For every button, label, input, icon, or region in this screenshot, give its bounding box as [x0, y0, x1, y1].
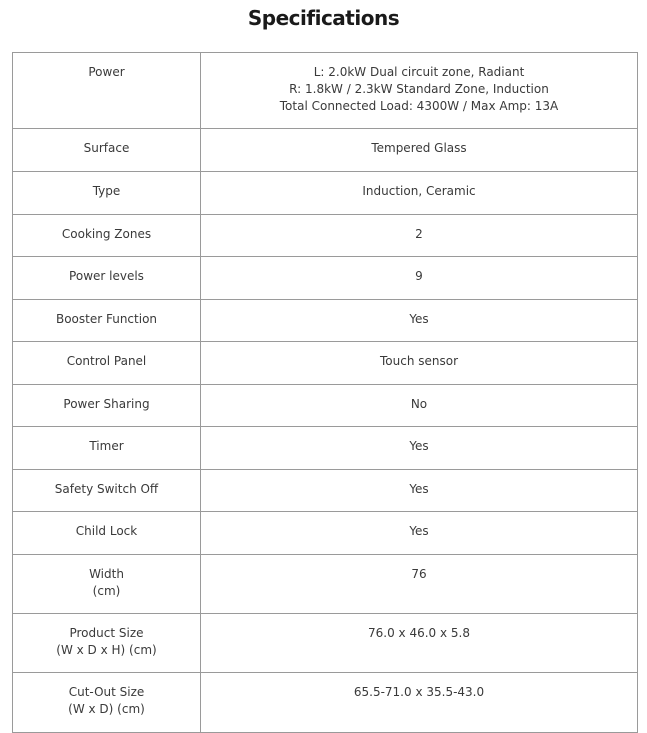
spec-value-cell: [201, 300, 638, 342]
spec-value: L: 2.0kW Dual circuit zone, Radiant: [313, 65, 525, 79]
spec-label-cell: [13, 385, 201, 427]
spec-row: [13, 614, 638, 673]
spec-label: Cooking Zones: [61, 227, 152, 241]
spec-label-cell: [13, 53, 201, 129]
spec-row: [13, 512, 638, 555]
spec-value-cell: [201, 470, 638, 512]
spec-label-cell: [13, 172, 201, 215]
spec-value: 9: [415, 269, 423, 283]
spec-label: Safety Switch Off: [54, 482, 159, 496]
page-title: Specifications: [247, 6, 400, 30]
spec-value-cell: [201, 172, 638, 215]
spec-value: Yes: [409, 524, 429, 538]
spec-row: [13, 673, 638, 733]
spec-label: (W x D) (cm): [68, 702, 145, 716]
spec-value-cell: [201, 385, 638, 427]
spec-label-cell: [13, 300, 201, 342]
spec-label-cell: [13, 129, 201, 172]
spec-value-cell: [201, 342, 638, 385]
spec-label: Control Panel: [66, 354, 147, 368]
spec-value: Touch sensor: [379, 354, 459, 368]
spec-value-cell: [201, 555, 638, 614]
spec-label-cell: [13, 673, 201, 733]
spec-row: [13, 215, 638, 257]
spec-label-cell: [13, 342, 201, 385]
spec-value: 65.5-71.0 x 35.5-43.0: [353, 685, 485, 699]
spec-row: [13, 172, 638, 215]
spec-value-cell: [201, 215, 638, 257]
spec-label: Type: [92, 184, 121, 198]
spec-label: Timer: [89, 439, 124, 453]
spec-label: Surface: [83, 141, 130, 155]
spec-row: [13, 300, 638, 342]
spec-label: Booster Function: [55, 312, 158, 326]
spec-label-cell: [13, 614, 201, 673]
spec-label: Power levels: [69, 269, 144, 283]
spec-value: No: [410, 397, 428, 411]
spec-value: Total Connected Load: 4300W / Max Amp: 13A: [279, 99, 559, 113]
spec-label: Width: [89, 567, 124, 581]
spec-label: Product Size: [69, 626, 144, 640]
spec-label-cell: [13, 427, 201, 470]
spec-value: Yes: [409, 439, 429, 453]
spec-row: [13, 427, 638, 470]
spec-value: R: 1.8kW / 2.3kW Standard Zone, Induction: [289, 82, 549, 96]
spec-row: [13, 53, 638, 129]
spec-value: Tempered Glass: [371, 141, 467, 155]
spec-value: Yes: [409, 482, 429, 496]
spec-label: Power Sharing: [63, 397, 150, 411]
spec-row: [13, 129, 638, 172]
spec-label: (W x D x H) (cm): [56, 643, 157, 657]
spec-label: Power: [88, 65, 125, 79]
spec-label-cell: [13, 512, 201, 555]
spec-value: Yes: [409, 312, 429, 326]
specifications-table: [12, 52, 638, 733]
spec-label-cell: [13, 470, 201, 512]
spec-value-cell: [201, 427, 638, 470]
spec-value-cell: [201, 53, 638, 129]
spec-value: 76: [411, 567, 427, 581]
spec-value-cell: [201, 512, 638, 555]
spec-row: [13, 257, 638, 300]
spec-label-cell: [13, 555, 201, 614]
spec-row: [13, 555, 638, 614]
spec-value-cell: [201, 614, 638, 673]
specifications-table-body: [13, 53, 638, 733]
spec-row: [13, 342, 638, 385]
spec-value-cell: [201, 257, 638, 300]
spec-value: 2: [415, 227, 423, 241]
spec-label-cell: [13, 215, 201, 257]
spec-value-cell: [201, 673, 638, 733]
spec-value: Induction, Ceramic: [362, 184, 476, 198]
spec-label-cell: [13, 257, 201, 300]
spec-label: (cm): [92, 584, 121, 598]
spec-row: [13, 385, 638, 427]
spec-value: 76.0 x 46.0 x 5.8: [368, 626, 470, 640]
spec-value-cell: [201, 129, 638, 172]
spec-label: Child Lock: [75, 524, 138, 538]
spec-label: Cut-Out Size: [68, 685, 145, 699]
spec-row: [13, 470, 638, 512]
